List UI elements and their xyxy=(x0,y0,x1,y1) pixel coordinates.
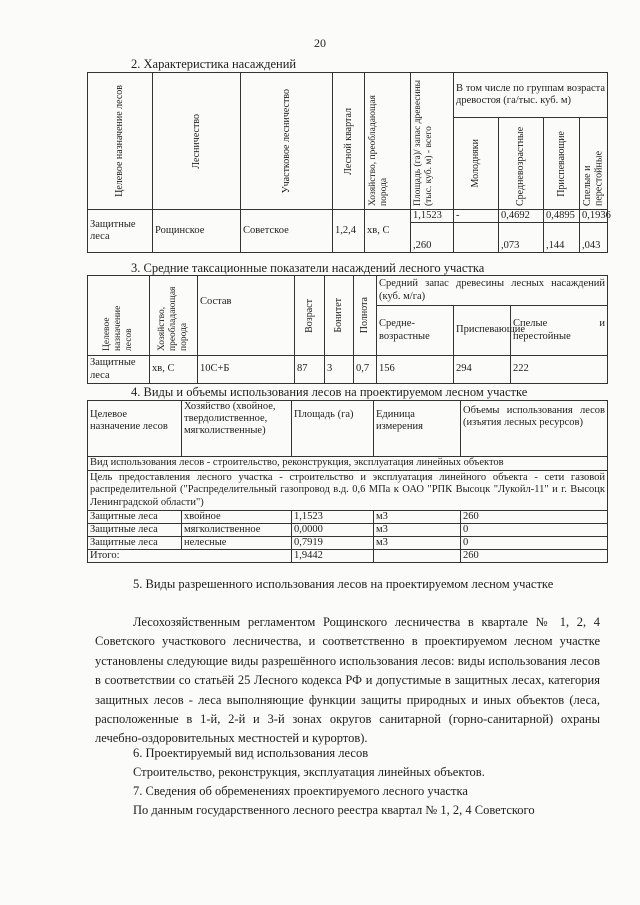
col-young: Молодняки xyxy=(454,118,499,210)
section-6-text: Строительство, реконструкция, эксплуатация линейных объектов. xyxy=(133,765,485,779)
col-farm: Хозяйство (хвойное, твердолиственное, мягколиственные) xyxy=(182,401,292,457)
col-density: Полнота xyxy=(354,276,377,356)
cell-farm: хв, С xyxy=(150,356,198,384)
cell-premature: 294 xyxy=(454,356,511,384)
section-4-title: 4. Виды и объемы использования лесов на проектируемом лесном участке xyxy=(131,385,528,399)
cell-middle-bottom: ,073 xyxy=(499,223,544,253)
col-purpose: Целевое назначение лесов xyxy=(88,276,150,356)
cell-young-bottom xyxy=(454,223,499,253)
usage-table xyxy=(87,400,608,563)
col-area: Площадь (га)/ запас древесины (тыс. куб. м) - всего xyxy=(411,73,454,210)
col-bonitet: Бонитет xyxy=(325,276,354,356)
section-7-title: 7. Сведения об обременениях проектируемого лесного участка xyxy=(133,784,468,798)
col-purpose: Целевое назначение лесов xyxy=(88,401,182,457)
stands-table xyxy=(87,72,611,253)
cell-area-bottom: ,260 xyxy=(411,223,454,253)
cell-young-top: - xyxy=(454,210,499,223)
col-purpose: Целевое назначение лесов xyxy=(88,73,153,210)
section-6-title: 6. Проектируемый вид использования лесов xyxy=(133,746,369,760)
cell-district: Советское xyxy=(241,210,333,253)
cell-area-top: 1,1523 xyxy=(411,210,454,223)
col-middle: Средневозрастные xyxy=(499,118,544,210)
cell-density: 0,7 xyxy=(354,356,377,384)
section-5-title: 5. Виды разрешенного использования лесов на проектируемом лесном участке xyxy=(133,577,554,591)
cell-composition: 10С+Б xyxy=(198,356,295,384)
col-age-groups: В том числе по группам возраста древостоя (га/тыс. куб. м) xyxy=(454,73,608,118)
section-2-title: 2. Характеристика насаждений xyxy=(131,57,297,71)
col-unit: Единица измерения xyxy=(374,401,461,457)
cell-mature-bottom: ,043 xyxy=(580,223,608,253)
cell-farm: хв, С xyxy=(365,210,411,253)
goal-row: Цель предоставления лесного участка - строительство и эксплуатация линейного объекта - сети газовой распределительной ("Распределительный газопровод в.д. 0,6 МПа к ОАО "РПК Высоцк "Лукойл-11" и г. Высоцк Ленинградской области") xyxy=(88,471,608,511)
col-area: Площадь (га) xyxy=(292,401,374,457)
col-volume: Объемы использования лесов (изъятия лесных ресурсов) xyxy=(461,401,608,457)
page-number: 20 xyxy=(314,36,326,50)
col-premature: Приспевающие xyxy=(454,306,511,356)
cell-premature-bottom: ,144 xyxy=(544,223,580,253)
cell-purpose: Защитные леса xyxy=(88,210,153,253)
col-composition: Состав xyxy=(198,276,295,356)
cell-mature: 222 xyxy=(511,356,608,384)
col-premature: Приспевающие xyxy=(544,118,580,210)
section-7-text: По данным государственного лесного реестра квартал № 1, 2, 4 Советского xyxy=(133,803,535,817)
table-row: Защитные леса мягколиственное 0,0000 м3 0 xyxy=(88,524,608,537)
cell-age: 87 xyxy=(295,356,325,384)
cell-mature-top: 0,1936 xyxy=(580,210,608,223)
cell-quarter: 1,2,4 xyxy=(333,210,365,253)
table-row: Защитные леса нелесные 0,7919 м3 0 xyxy=(88,537,608,550)
cell-bonitet: 3 xyxy=(325,356,354,384)
cell-forestry: Рощинское xyxy=(153,210,241,253)
use-type-row: Вид использования лесов - строительство, реконструкция, эксплуатация линейных объектов xyxy=(88,457,608,471)
col-farm: Хозяйство, преобладающая порода xyxy=(365,73,411,210)
col-stock: Средний запас древесины лесных насаждений (куб. м/га) xyxy=(377,276,608,306)
cell-purpose: Защитные леса xyxy=(88,356,150,384)
total-row: Итого: 1,9442 260 xyxy=(88,550,608,563)
cell-premature-top: 0,4895 xyxy=(544,210,580,223)
col-farm: Хозяйство, преобладающая порода xyxy=(150,276,198,356)
col-quarter: Лесной квартал xyxy=(333,73,365,210)
col-forestry: Лесничество xyxy=(153,73,241,210)
table-row: Защитные леса хвойное 1,1523 м3 260 xyxy=(88,511,608,524)
section-3-title: 3. Средние таксационные показатели насаждений лесного участка xyxy=(131,261,485,275)
cell-middle: 156 xyxy=(377,356,454,384)
taxation-table xyxy=(87,275,608,384)
cell-middle-top: 0,4692 xyxy=(499,210,544,223)
col-mature: Спелые и перестойные xyxy=(580,118,608,210)
col-age: Возраст xyxy=(295,276,325,356)
section-5-text: Лесохозяйственным регламентом Рощинского лесничества в квартале № 1, 2, 4 Советского участкового лесничества, и соответственно в проектируемом лесном участке установлены следующие виды разрешённого использования лесов: виды использования лесов в соответствии со статьёй 25 Лесного кодекса РФ и допустимые в защитных лесах, категория защитных лесов - леса выполняющие функции защиты природных и иных объектов (леса, расположенные в 1-й, 2-й и 3-й зонах округов санитарной (горно-санитарной) охраны лечебно-оздоровительных местностей и курортов). xyxy=(95,615,600,746)
col-mature: Спелые и перестойные xyxy=(511,306,608,356)
col-middle: Средне-возрастные xyxy=(377,306,454,356)
col-district: Участковое лесничество xyxy=(241,73,333,210)
